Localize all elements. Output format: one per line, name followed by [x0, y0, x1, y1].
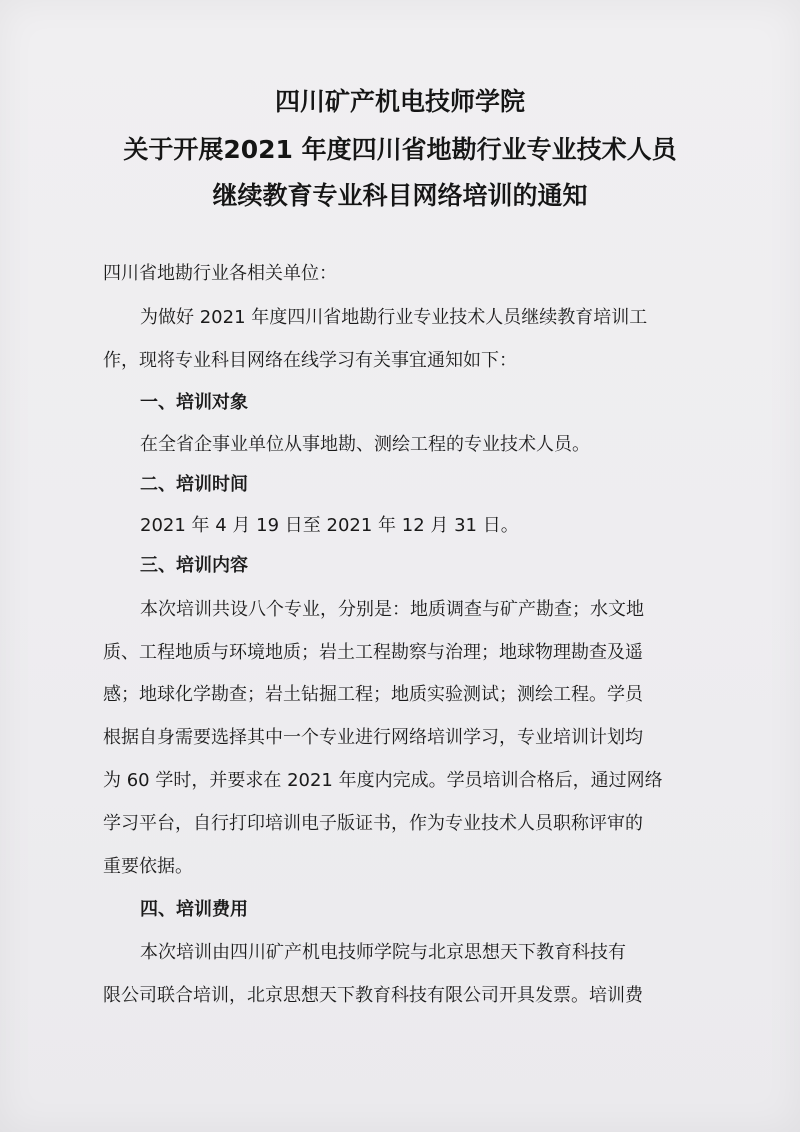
fee-line-2: 限公司联合培训，北京思想天下教育科技有限公司开具发票。培训费: [103, 985, 643, 1006]
content-line-6: 学习平台，自行打印培训电子版证书，作为专业技术人员职称评审的: [103, 813, 643, 834]
intro-line-1: 为做好 2021 年度四川省地勘行业专业技术人员继续教育培训工: [140, 307, 648, 328]
section-heading-target: 一、培训对象: [140, 392, 248, 413]
intro-line-2: 作，现将专业科目网络在线学习有关事宜通知如下：: [103, 350, 517, 371]
section-heading-time: 二、培训时间: [140, 474, 248, 495]
fee-line-1: 本次培训由四川矿产机电技师学院与北京思想天下教育科技有: [140, 942, 626, 963]
title-line-1: 四川矿产机电技师学院: [274, 87, 525, 116]
section-heading-content: 三、培训内容: [140, 555, 248, 576]
content-line-7: 重要依据。: [103, 856, 193, 877]
title-line-3: 继续教育专业科目网络培训的通知: [212, 181, 588, 210]
content-line-5: 为 60 学时，并要求在 2021 年度内完成。学员培训合格后，通过网络: [103, 770, 663, 791]
title-line-2: 关于开展2021 年度四川省地勘行业专业技术人员: [123, 135, 677, 164]
content-line-2: 质、工程地质与环境地质；岩土工程勘察与治理；地球物理勘查及遥: [103, 642, 643, 663]
section-heading-fee: 四、培训费用: [140, 899, 248, 920]
content-line-3: 感；地球化学勘查；岩土钻掘工程；地质实验测试；测绘工程。学员: [103, 684, 643, 705]
target-line-1: 在全省企事业单位从事地勘、测绘工程的专业技术人员。: [140, 434, 590, 455]
time-line-1: 2021 年 4 月 19 日至 2021 年 12 月 31 日。: [140, 515, 519, 536]
content-line-1: 本次培训共设八个专业，分别是：地质调查与矿产勘查；水文地: [140, 599, 644, 620]
salutation: 四川省地勘行业各相关单位：: [103, 263, 337, 284]
content-line-4: 根据自身需要选择其中一个专业进行网络培训学习，专业培训计划均: [103, 727, 643, 748]
